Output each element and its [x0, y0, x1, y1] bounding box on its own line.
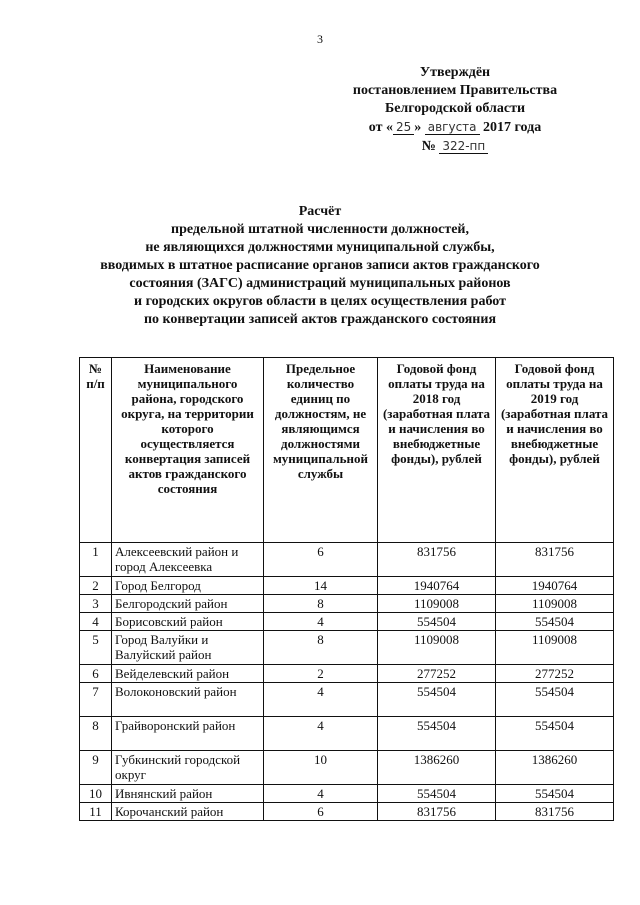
row-units: 4 [264, 683, 378, 717]
row-district-name: Город Валуйки и Валуйский район [112, 631, 264, 665]
title-line: состояния (ЗАГС) администраций муниципальных районов [129, 276, 511, 291]
table-row [80, 785, 614, 803]
row-fund-2019: 554504 [496, 717, 614, 751]
approval-day: 25 [393, 120, 414, 135]
col-header-fund-2019: Годовой фонд оплаты труда на 2019 год (заработная плата и начисления во внебюджетные фонды), рублей [496, 358, 614, 543]
row-fund-2019: 554504 [496, 785, 614, 803]
title-line: не являющихся должностями муниципальной службы, [145, 240, 495, 255]
row-number: 10 [80, 785, 112, 803]
title-heading: Расчёт [298, 204, 342, 219]
row-district-name: Белгородский район [112, 595, 264, 613]
row-fund-2019: 554504 [496, 613, 614, 631]
col-header-number: № п/п [80, 358, 112, 543]
row-fund-2019: 554504 [496, 683, 614, 717]
row-fund-2019: 831756 [496, 803, 614, 821]
row-fund-2019: 1940764 [496, 577, 614, 595]
title-line: предельной штатной численности должностей, [171, 222, 469, 237]
row-fund-2019: 1109008 [496, 595, 614, 613]
row-fund-2018: 277252 [378, 665, 496, 683]
approval-line-2: постановлением Правительства [352, 83, 558, 98]
row-number: 7 [80, 683, 112, 717]
row-fund-2018: 554504 [378, 683, 496, 717]
table-row [80, 595, 614, 613]
row-fund-2018: 1940764 [378, 577, 496, 595]
table-row [80, 751, 614, 785]
approval-stamp [330, 64, 580, 156]
document-title [0, 203, 640, 329]
row-number: 1 [80, 543, 112, 577]
title-line: вводимых в штатное расписание органов записи актов гражданского [100, 258, 540, 273]
row-number: 8 [80, 717, 112, 751]
row-fund-2018: 554504 [378, 613, 496, 631]
row-number: 6 [80, 665, 112, 683]
title-line: и городских округов области в целях осуществления работ [134, 294, 506, 309]
row-fund-2018: 831756 [378, 543, 496, 577]
row-fund-2018: 1109008 [378, 595, 496, 613]
table-row [80, 717, 614, 751]
row-number: 3 [80, 595, 112, 613]
col-header-units: Предельное количество единиц по должностям, не являющимся должностями муниципальной службы [264, 358, 378, 543]
table-row [80, 631, 614, 665]
row-units: 2 [264, 665, 378, 683]
row-number: 2 [80, 577, 112, 595]
approval-number-value: 322-пп [439, 139, 488, 154]
table-row [80, 803, 614, 821]
row-fund-2018: 1386260 [378, 751, 496, 785]
row-fund-2018: 554504 [378, 717, 496, 751]
row-fund-2019: 277252 [496, 665, 614, 683]
approval-number: № 322-пп [330, 137, 580, 156]
row-district-name: Ивнянский район [112, 785, 264, 803]
approval-month: августа [425, 120, 480, 135]
table-row [80, 683, 614, 717]
approval-date: от « 25 » августа 2017 года [368, 120, 542, 135]
row-district-name: Вейделевский район [112, 665, 264, 683]
approval-line-3: Белгородской области [384, 101, 526, 116]
row-fund-2019: 1109008 [496, 631, 614, 665]
row-district-name: Город Белгород [112, 577, 264, 595]
page-number: 3 [317, 32, 323, 46]
table-row [80, 577, 614, 595]
row-units: 6 [264, 543, 378, 577]
row-units: 4 [264, 717, 378, 751]
table-row [80, 543, 614, 577]
row-units: 8 [264, 595, 378, 613]
col-header-fund-2018: Годовой фонд оплаты труда на 2018 год (заработная плата и начисления во внебюджетные фонды), рублей [378, 358, 496, 543]
row-district-name: Корочанский район [112, 803, 264, 821]
table-row [80, 613, 614, 631]
row-units: 4 [264, 613, 378, 631]
row-district-name: Борисовский район [112, 613, 264, 631]
row-fund-2018: 1109008 [378, 631, 496, 665]
row-fund-2018: 831756 [378, 803, 496, 821]
row-units: 14 [264, 577, 378, 595]
row-fund-2019: 1386260 [496, 751, 614, 785]
col-header-district: Наименование муниципального района, городского округа, на территории которого осуществляется конвертация записей актов гражданского состояния [112, 358, 264, 543]
row-units: 8 [264, 631, 378, 665]
row-units: 10 [264, 751, 378, 785]
row-district-name: Губкинский городской округ [112, 751, 264, 785]
row-fund-2019: 831756 [496, 543, 614, 577]
title-line: по конвертации записей актов гражданского состояния [143, 312, 497, 327]
row-district-name: Грайворонский район [112, 717, 264, 751]
row-number: 11 [80, 803, 112, 821]
row-number: 5 [80, 631, 112, 665]
row-number: 9 [80, 751, 112, 785]
approval-line-1: Утверждён [419, 65, 491, 80]
row-district-name: Волоконовский район [112, 683, 264, 717]
row-district-name: Алексеевский район и город Алексеевка [112, 543, 264, 577]
row-units: 6 [264, 803, 378, 821]
table-row [80, 665, 614, 683]
table-header-row [80, 358, 614, 543]
row-units: 4 [264, 785, 378, 803]
row-number: 4 [80, 613, 112, 631]
calculation-table [79, 357, 614, 821]
row-fund-2018: 554504 [378, 785, 496, 803]
